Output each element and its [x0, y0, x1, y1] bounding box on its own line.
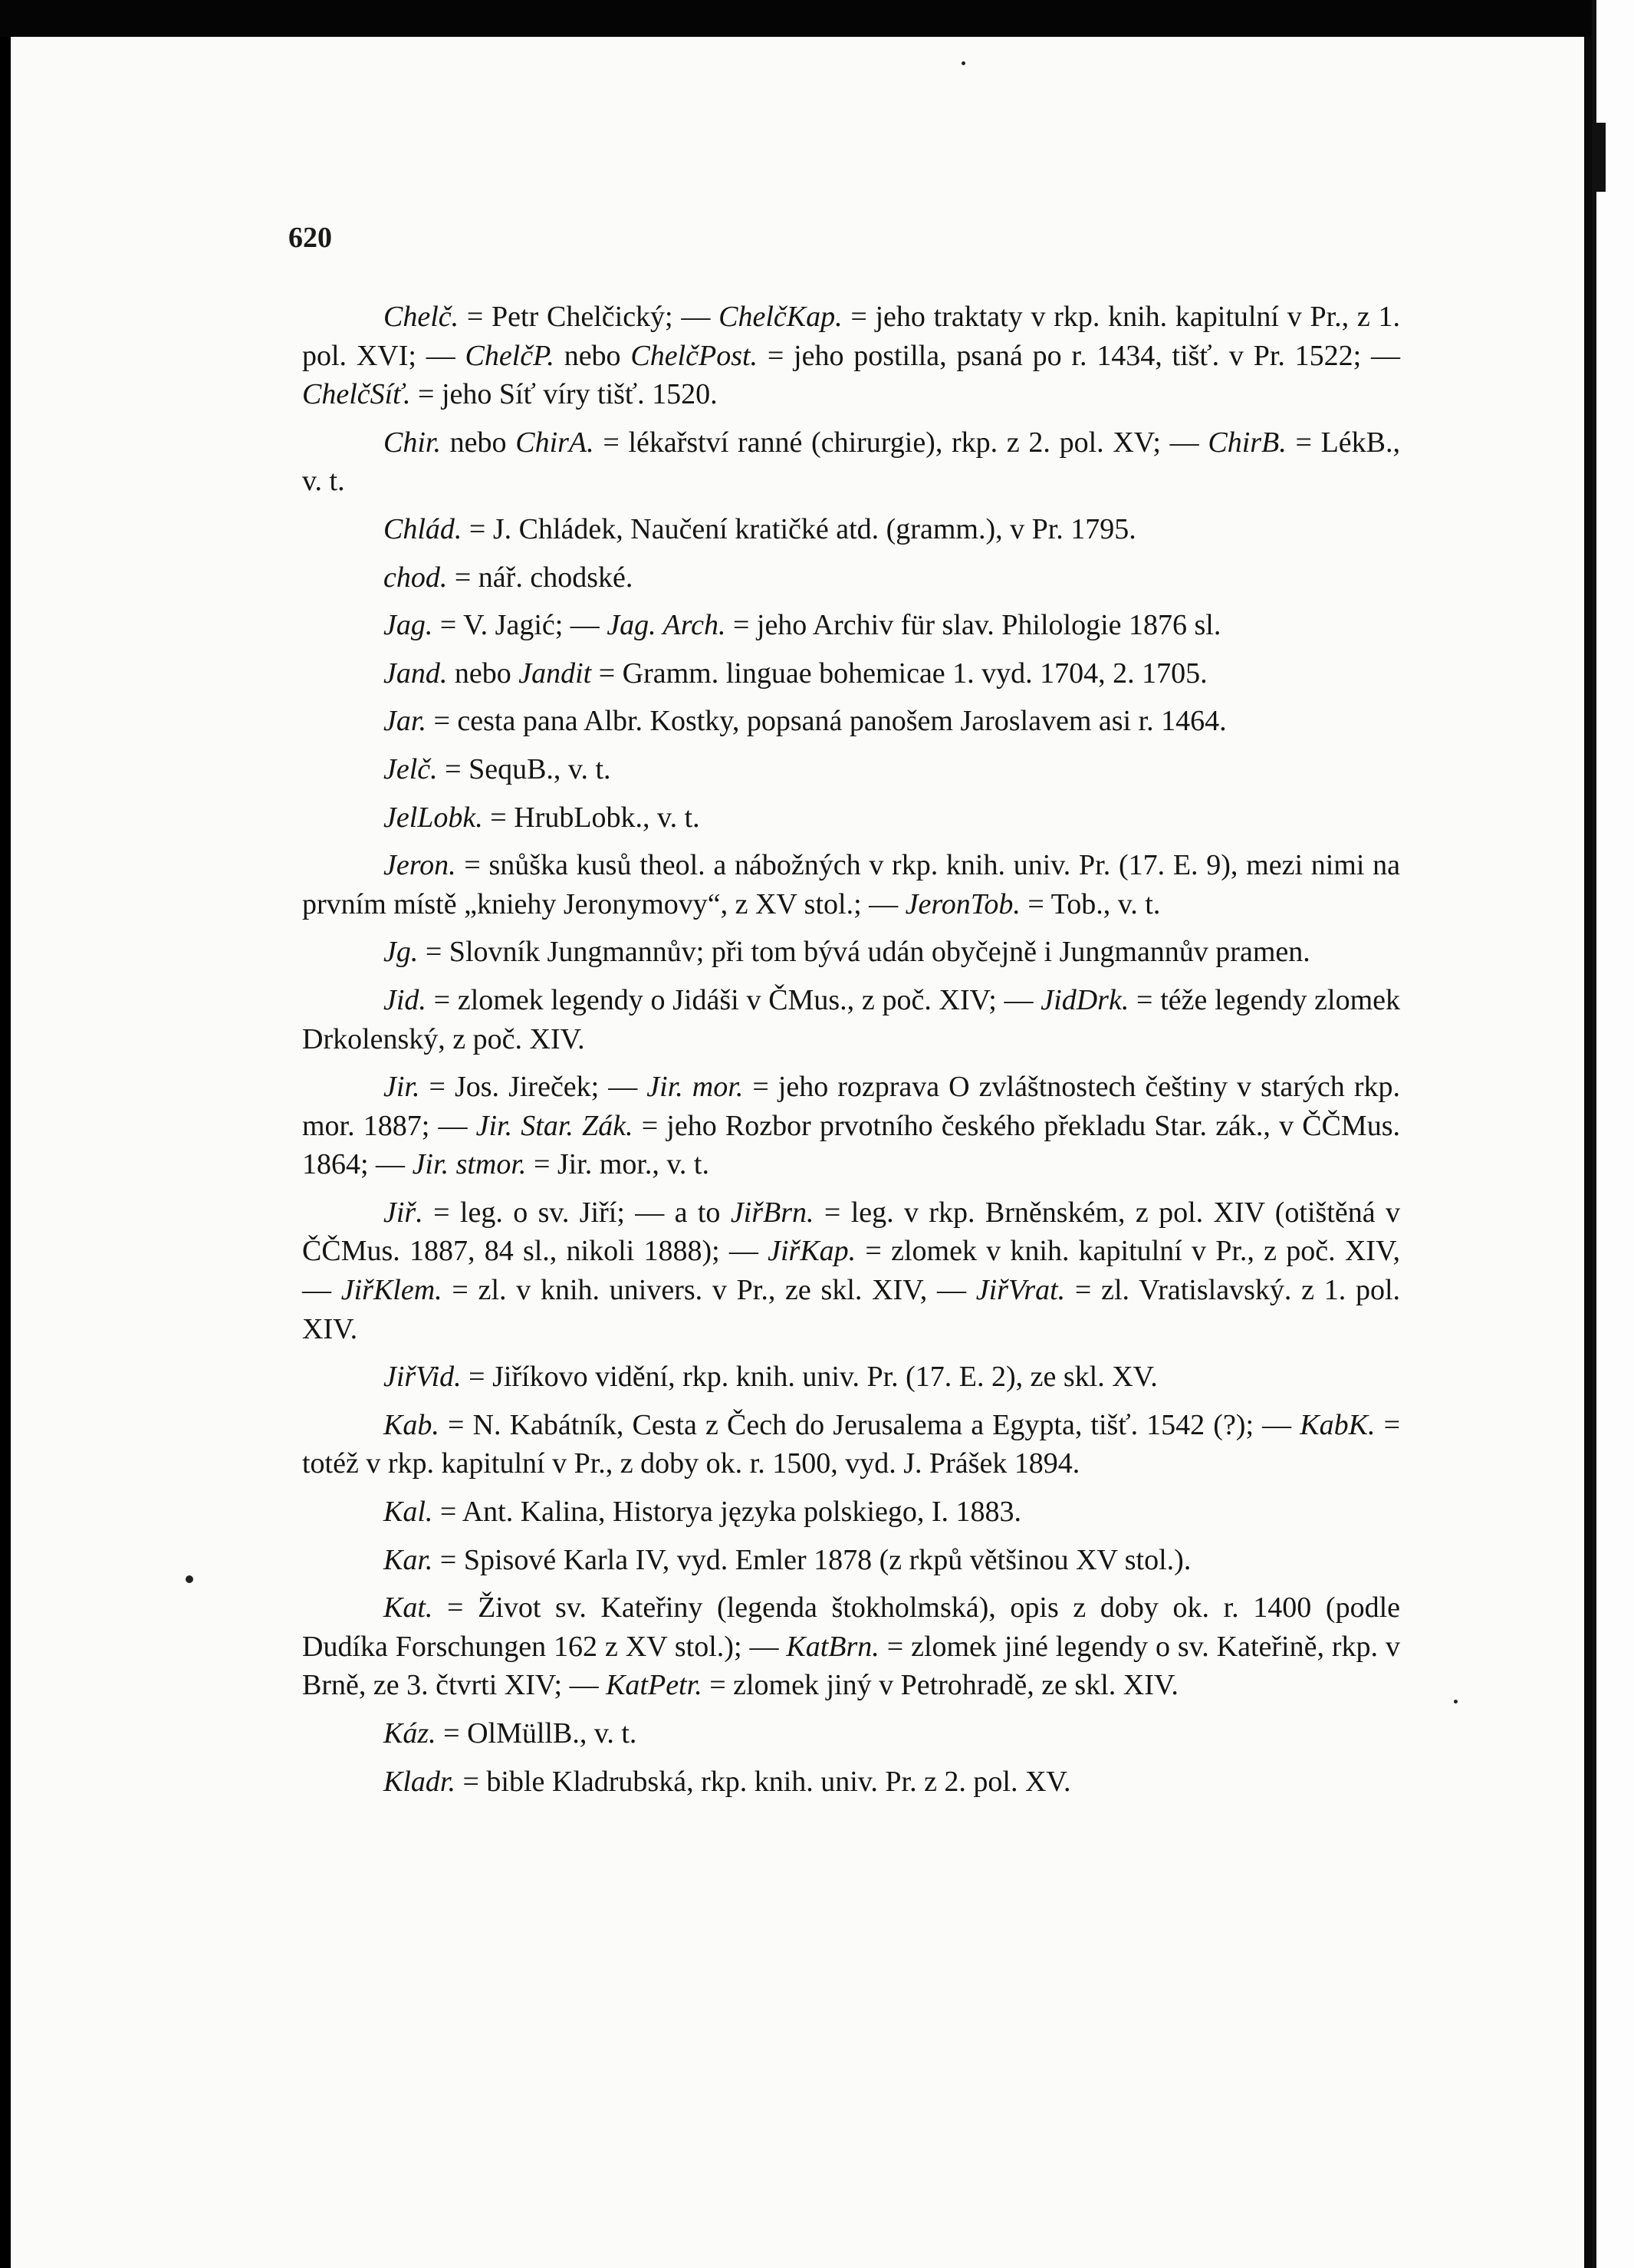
abbreviation: ChelčPost. — [630, 339, 758, 372]
dictionary-entry — [302, 933, 1400, 972]
dictionary-entry — [302, 606, 1400, 645]
entry-text: = zlomek jiný v Petrohradě, ze skl. XIV. — [702, 1669, 1179, 1702]
dictionary-entry — [302, 423, 1400, 501]
entry-text: nebo — [554, 339, 631, 372]
abbreviation: Kat. — [383, 1592, 433, 1624]
abbreviation: Chir. — [383, 426, 441, 459]
abbreviation: ChelčKap. — [718, 301, 843, 333]
entry-text: = zl. v knih. univers. v Pr., ze skl. XIV, — — [442, 1274, 976, 1307]
abbreviation: Jg. — [383, 936, 419, 969]
abbreviation: JelLobk. — [383, 801, 483, 834]
entry-text: = bible Kladrubská, rkp. knih. univ. Pr. z 2. pol. XV. — [455, 1765, 1071, 1798]
dictionary-entry — [302, 1493, 1400, 1532]
entry-text: nebo — [447, 657, 519, 690]
abbreviation: Jar. — [383, 705, 426, 738]
entry-text: = HrubLobk., v. t. — [482, 801, 700, 834]
dictionary-entry — [302, 981, 1400, 1058]
abbreviation: JeronTob. — [905, 887, 1021, 920]
abbreviation: Jelč. — [383, 752, 438, 785]
abbreviation: JiřKap. — [768, 1235, 856, 1268]
dictionary-entry — [302, 846, 1400, 923]
dictionary-entry — [302, 1763, 1400, 1802]
abbreviation: Chelč. — [383, 301, 459, 333]
abbreviation: ChirA. — [515, 426, 594, 459]
entry-text: = Ant. Kalina, Historya języka polskiego, I. 1883. — [432, 1496, 1021, 1529]
entry-text: = OlMüllB., v. t. — [436, 1717, 637, 1750]
entry-text: = zlomek v knih. kapitulní v Pr., z poč. XIV, — — [302, 1235, 1401, 1307]
entry-text: = Gramm. linguae bohemicae 1. vyd. 1704, 2. 1705. — [591, 657, 1208, 690]
entry-text: = téže legendy zlomek Drkolenský, z poč. XIV. — [302, 983, 1400, 1055]
abbreviation: KatBrn. — [786, 1630, 879, 1663]
entry-text: = N. Kabátník, Cesta z Čech do Jerusalema a Egypta, tišť. 1542 (?); — — [439, 1408, 1300, 1441]
entry-text: = Jiříkovo vidění, rkp. knih. univ. Pr. (17. E. 2), ze skl. XV. — [461, 1361, 1158, 1394]
entry-text: = leg. v rkp. Brněnském, z pol. XIV (otištěná v ČČMus. 1887, 84 sl., nikoli 1888); — — [302, 1196, 1400, 1268]
dictionary-entry — [302, 1714, 1400, 1753]
abbreviation: Kladr. — [383, 1765, 455, 1798]
scan-border-right — [1592, 0, 1634, 2268]
entry-text: = totéž v rkp. kapitulní v Pr., z doby ok. r. 1500, vyd. J. Prášek 1894. — [302, 1408, 1400, 1480]
entry-text: nebo — [440, 426, 516, 459]
abbreviation: ChelčSíť. — [302, 378, 411, 411]
abbreviation: KabK. — [1300, 1408, 1376, 1441]
abbreviation: Jag. — [383, 609, 433, 642]
abbreviation: Jir. mor. — [646, 1071, 744, 1104]
entry-text: = zlomek jiné legendy o sv. Kateřině, rkp. v Brně, ze 3. čtvrti XIV; — — [302, 1630, 1400, 1702]
page-number: 620 — [288, 222, 332, 254]
abbreviation: Jandit — [518, 657, 592, 690]
dictionary-entry — [302, 798, 1400, 838]
entry-text: = zl. Vratislavský. z 1. pol. XIV. — [302, 1274, 1401, 1345]
entry-text: = Tob., v. t. — [1020, 887, 1161, 920]
entry-text: = Jir. mor., v. t. — [526, 1148, 709, 1181]
dictionary-entry — [302, 1541, 1400, 1580]
entry-text: = Spisové Karla IV, vyd. Emler 1878 (z rkpů většinou XV stol.). — [432, 1543, 1192, 1576]
abbreviation: JidDrk. — [1041, 983, 1129, 1016]
entry-text: = Jos. Jireček; — — [419, 1071, 647, 1104]
entry-text: = Život sv. Kateřiny (legenda štokholmská), opis z doby ok. r. 1400 (podle Dudíka Forschungen 162 z XV stol.); — — [302, 1592, 1400, 1663]
entry-text: = LékB., v. t. — [302, 426, 1400, 498]
scan-edge — [1592, 0, 1596, 2268]
entry-text: = jeho Síť víry tišť. 1520. — [410, 378, 718, 411]
abbreviation: JiřVrat. — [975, 1274, 1066, 1307]
abbreviation: JiřVid. — [383, 1361, 462, 1394]
dictionary-entry — [302, 298, 1400, 414]
abbreviation: Jir. Star. Zák. — [475, 1109, 633, 1142]
abbreviation: JiřBrn. — [730, 1196, 814, 1229]
abbreviation: Jeron. — [383, 849, 456, 882]
entry-text: = jeho Archiv für slav. Philologie 1876 sl. — [725, 609, 1221, 642]
scan-speck — [186, 1575, 193, 1583]
scan-edge-mark — [1593, 123, 1606, 192]
abbreviation: Kal. — [383, 1496, 433, 1529]
scan-border-top — [0, 0, 1634, 37]
entry-text: = Slovník Jungmannův; při tom bývá udán obyčejně i Jungmannův pramen. — [418, 936, 1310, 969]
abbreviation-list — [302, 298, 1400, 1810]
abbreviation: KatPetr. — [606, 1669, 702, 1702]
entry-text: = J. Chládek, Naučení kratičké atd. (gramm.), v Pr. 1795. — [462, 512, 1136, 545]
scan-speck — [1454, 1700, 1458, 1703]
entry-text: = V. Jagić; — — [432, 609, 607, 642]
abbreviation: Jand. — [383, 657, 448, 690]
dictionary-entry — [302, 1193, 1400, 1348]
dictionary-entry — [302, 510, 1400, 549]
entry-text: = zlomek legendy o Jidáši v ČMus., z poč. XIV; — — [426, 983, 1041, 1016]
entry-text: = nář. chodské. — [447, 561, 633, 594]
entry-text: = leg. o sv. Jiří; — a to — [422, 1196, 731, 1229]
abbreviation: Jiř. — [383, 1196, 423, 1229]
abbreviation: Kab. — [383, 1408, 439, 1441]
dictionary-entry — [302, 1588, 1400, 1705]
dictionary-entry — [302, 654, 1400, 693]
entry-text: = snůška kusů theol. a nábožných v rkp. knih. univ. Pr. (17. E. 9), mezi nimi na prvním místě „kniehy Jeronymovy“, z XV stol.; — — [302, 849, 1400, 920]
dictionary-entry — [302, 750, 1400, 789]
entry-text: = jeho rozprava O zvláštnostech češtiny v starých rkp. mor. 1887; — — [302, 1071, 1400, 1142]
entry-text: = Petr Chelčický; — — [459, 301, 719, 333]
dictionary-entry — [302, 1406, 1400, 1483]
dictionary-entry — [302, 558, 1400, 597]
abbreviation: chod. — [383, 561, 448, 594]
abbreviation: Jir. — [383, 1071, 420, 1104]
entry-text: = jeho traktaty v rkp. knih. kapitulní v Pr., z 1. pol. XVI; — — [302, 301, 1401, 372]
dictionary-entry — [302, 1068, 1400, 1184]
dictionary-entry — [302, 1358, 1400, 1397]
abbreviation: Káz. — [383, 1717, 436, 1750]
entry-text: = lékařství ranné (chirurgie), rkp. z 2. pol. XV; — — [593, 426, 1208, 459]
scan-speck — [962, 61, 965, 65]
dictionary-entry — [302, 702, 1400, 741]
abbreviation: JiřKlem. — [340, 1274, 442, 1307]
abbreviation: Kar. — [383, 1543, 433, 1576]
abbreviation: Jir. stmor. — [412, 1148, 527, 1181]
entry-text: = SequB., v. t. — [437, 752, 611, 785]
entry-text: = cesta pana Albr. Kostky, popsaná panošem Jaroslavem asi r. 1464. — [426, 705, 1227, 738]
abbreviation: ChelčP. — [465, 339, 554, 372]
abbreviation: ChirB. — [1208, 426, 1287, 459]
dictionary-page — [11, 37, 1592, 2268]
abbreviation: Jid. — [383, 983, 426, 1016]
abbreviation: Jag. Arch. — [607, 609, 726, 642]
entry-text: = jeho Rozbor prvotního českého překladu Star. zák., v ČČMus. 1864; — — [302, 1109, 1400, 1181]
abbreviation: Chlád. — [383, 512, 462, 545]
entry-text: = jeho postilla, psaná po r. 1434, tišť. v Pr. 1522; — — [758, 339, 1400, 372]
